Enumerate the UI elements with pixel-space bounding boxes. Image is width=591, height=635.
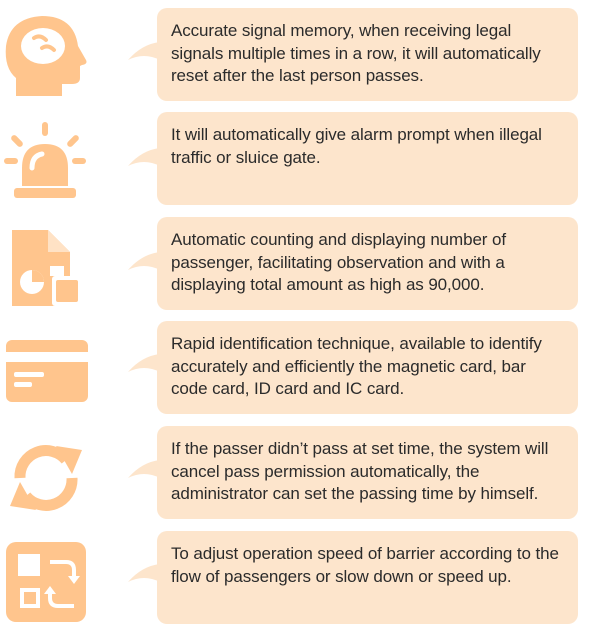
refresh-arrows-icon: [0, 430, 96, 526]
bubble-pointer: [128, 40, 160, 62]
feature-description: It will automatically give alarm prompt when illegal traffic or sluice gate.: [157, 112, 578, 205]
alarm-light-icon: [0, 116, 96, 212]
feature-description: To adjust operation speed of barrier according to the flow of passengers or slow down or speed up.: [157, 531, 578, 624]
head-brain-icon: [0, 8, 96, 104]
bubble-pointer: [128, 352, 160, 374]
speed-adjust-icon: [0, 536, 96, 632]
bubble-pointer: [128, 562, 160, 584]
bubble-pointer: [128, 146, 160, 168]
feature-description: If the passer didn’t pass at set time, the system will cancel pass permission automatically, the administrator can set the passing time by himself.: [157, 426, 578, 519]
bubble-pointer: [128, 458, 160, 480]
card-icon: [0, 326, 96, 422]
feature-description: Rapid identification technique, available to identify accurately and efficiently the magnetic card, bar code card, ID card and IC card.: [157, 321, 578, 414]
feature-description: Accurate signal memory, when receiving legal signals multiple times in a row, it will automatically reset after the last person passes.: [157, 8, 578, 101]
bubble-pointer: [128, 250, 160, 272]
feature-description: Automatic counting and displaying number of passenger, facilitating observation and with a displaying total amount as high as 90,000.: [157, 217, 578, 310]
document-chart-icon: [0, 222, 96, 318]
